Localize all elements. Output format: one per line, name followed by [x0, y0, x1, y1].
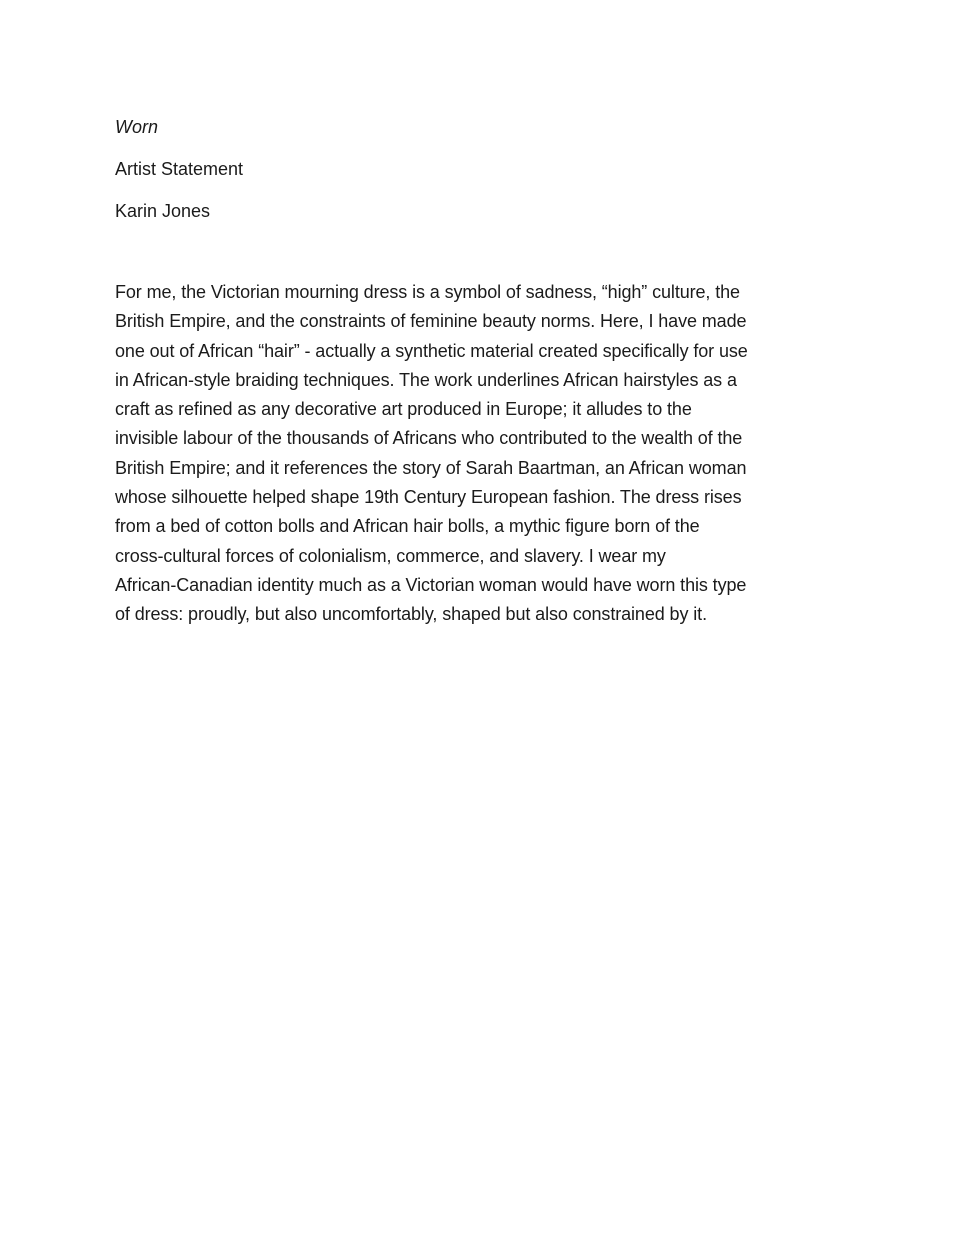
- paragraph-line: British Empire; and it references the story of Sarah Baartman, an African woman: [115, 457, 747, 478]
- document-header: [115, 106, 860, 232]
- paragraph-line: For me, the Victorian mourning dress is a symbol of sadness, “high” culture, the: [115, 282, 740, 302]
- artist-statement-paragraph: [115, 278, 860, 630]
- paragraph-line: British Empire, and the constraints of feminine beauty norms. Here, I have made: [115, 311, 747, 332]
- paragraph-line: African-Canadian identity much as a Victorian woman would have worn this type: [115, 574, 747, 595]
- paragraph-line: cross-cultural forces of colonialism, commerce, and slavery. I wear my: [115, 545, 666, 566]
- paragraph-line: in African-style braiding techniques. The work underlines African hairstyles as a: [115, 369, 737, 390]
- paragraph-line: from a bed of cotton bolls and African hair bolls, a mythic figure born of the: [115, 516, 700, 537]
- paragraph-line: of dress: proudly, but also uncomfortably, shaped but also constrained by it.: [115, 604, 707, 625]
- document-title: Worn: [115, 117, 159, 137]
- document-subtitle: Artist Statement: [115, 159, 244, 179]
- paragraph-line: whose silhouette helped shape 19th Century European fashion. The dress rises: [115, 487, 742, 508]
- document-author: Karin Jones: [115, 201, 211, 221]
- paragraph-line: craft as refined as any decorative art produced in Europe; it alludes to the: [115, 399, 692, 420]
- paragraph-line: one out of African “hair” - actually a synthetic material created specifically for use: [115, 340, 748, 361]
- paragraph-line: invisible labour of the thousands of Africans who contributed to the wealth of the: [115, 428, 743, 449]
